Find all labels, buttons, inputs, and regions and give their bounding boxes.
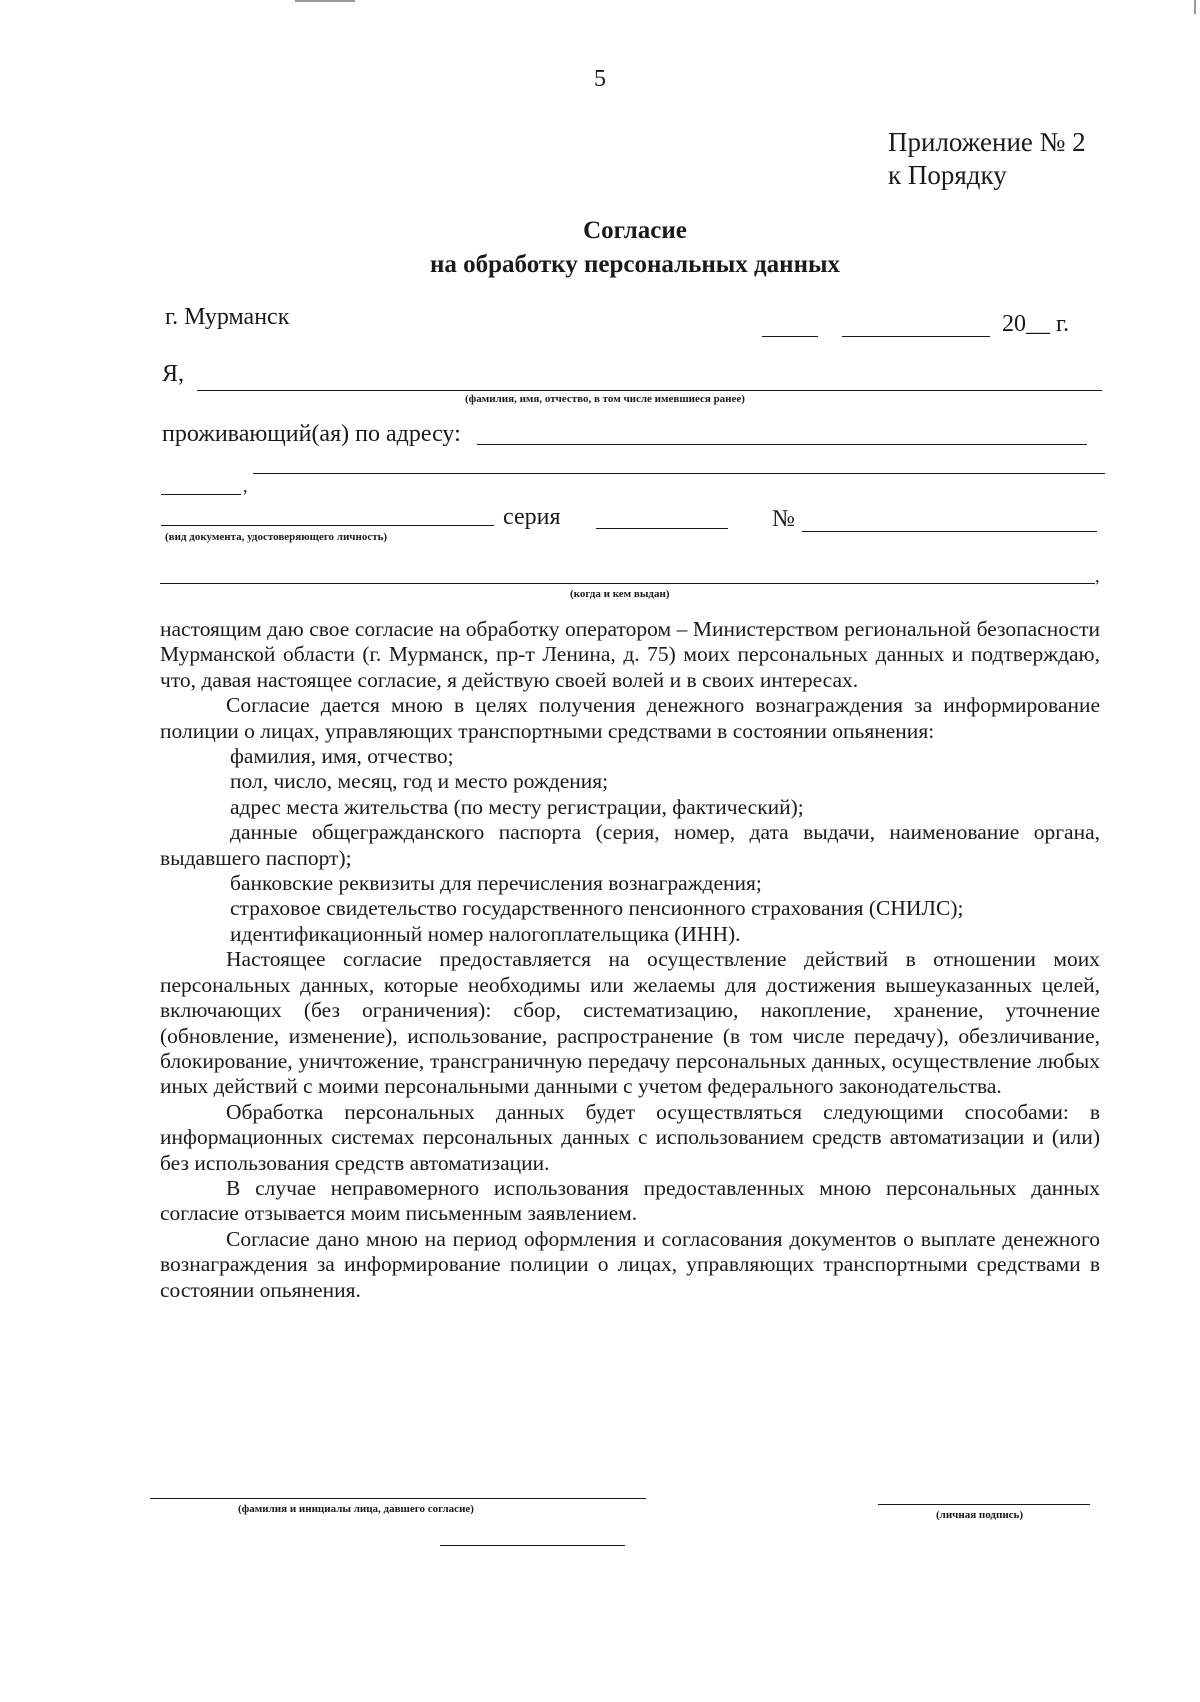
date-signature-line[interactable] xyxy=(440,1545,625,1546)
intro-paragraph: настоящим даю свое согласие на обработку оператором – Министерством региональной безопасности Мурманской области (г. Мурманск, пр-т Ленина, д. 75) моих персональных данных и подтверждаю, что, давая настоящее согласие, я действую своей волей и в своих интересах. xyxy=(160,617,1100,692)
appendix-line-2: к Порядку xyxy=(888,160,1007,190)
signature-line[interactable] xyxy=(878,1504,1090,1505)
issued-comma: , xyxy=(1095,566,1100,586)
date-year-label: 20__ г. xyxy=(1002,311,1070,337)
signature-caption: (личная подпись) xyxy=(936,1509,1024,1521)
list-item: страховое свидетельство государственного пенсионного страхования (СНИЛС); xyxy=(230,896,964,921)
issued-by-line[interactable] xyxy=(160,583,1095,584)
date-day-line[interactable] xyxy=(762,336,818,337)
number-label: № xyxy=(772,506,795,532)
date-month-line[interactable] xyxy=(842,336,990,337)
issued-by-caption: (когда и кем выдан) xyxy=(570,588,670,600)
scan-artifact-top xyxy=(295,0,355,2)
appendix-label xyxy=(888,126,1086,192)
scan-artifact-right xyxy=(1194,0,1196,14)
document-title: Согласие xyxy=(583,217,687,244)
list-item: данные общегражданского паспорта (серия, номер, дата выдачи, наименование органа, выдавшего паспорт); xyxy=(160,820,1100,870)
consent-body xyxy=(160,617,1100,1303)
methods-paragraph: Обработка персональных данных будет осуществляться следующими способами: в информационных системах персональных данных с использованием средств автоматизации и (или) без использования средств автоматизации. xyxy=(160,1099,1100,1175)
address-comma: , xyxy=(243,476,248,496)
signer-name-caption: (фамилия и инициалы лица, давшего согласие) xyxy=(238,1503,474,1515)
appendix-line-1: Приложение № 2 xyxy=(888,127,1086,157)
actions-paragraph: Настоящее согласие предоставляется на осуществление действий в отношении моих персональных данных, которые необходимы или желаемы для достижения вышеуказанных целей, включающих (без ограничения): сбор, систематизацию, накопление, хранение, уточнение (обновление, изменение), использование, распространение (в том числе передачу), обезличивание, блокирование, уничтожение, трансграничную передачу персональных данных, осуществление любых иных действий с моими персональными данными с учетом федерального законодательства. xyxy=(160,947,1100,1099)
document-number-line[interactable] xyxy=(802,531,1097,532)
list-item: пол, число, месяц, год и место рождения; xyxy=(230,769,609,794)
purpose-paragraph: Согласие дается мною в целях получения денежного вознаграждения за информирование полиции о лицах, управляющих транспортными средствами в состоянии опьянения: xyxy=(160,693,1100,743)
document-type-line[interactable] xyxy=(161,525,494,526)
list-item: адрес места жительства (по месту регистрации, фактический); xyxy=(230,794,804,819)
revocation-paragraph: В случае неправомерного использования предоставленных мною персональных данных согласие отзывается моим письменным заявлением. xyxy=(160,1175,1100,1226)
address-line-1[interactable] xyxy=(477,444,1087,445)
address-label: проживающий(ая) по адресу: xyxy=(162,421,461,447)
series-label: серия xyxy=(503,504,561,530)
list-item: банковские реквизиты для перечисления вознаграждения; xyxy=(230,871,762,896)
document-series-line[interactable] xyxy=(596,528,728,529)
period-paragraph: Согласие дано мною на период оформления и согласования документов о выплате денежного вознаграждения за информирование полиции о лицах, управляющих транспортными средствами в состоянии опьянения. xyxy=(160,1226,1100,1302)
city-label: г. Мурманск xyxy=(165,304,290,330)
list-item: фамилия, имя, отчество; xyxy=(230,744,454,769)
full-name-caption: (фамилия, имя, отчество, в том числе имевшиеся ранее) xyxy=(465,393,745,405)
document-subtitle: на обработку персональных данных xyxy=(430,251,840,278)
full-name-line[interactable] xyxy=(197,390,1102,391)
signer-name-line[interactable] xyxy=(150,1498,646,1499)
address-line-3[interactable] xyxy=(161,494,241,495)
address-line-2[interactable] xyxy=(253,473,1105,474)
list-item: идентификационный номер налогоплательщика (ИНН). xyxy=(230,921,741,946)
page-number: 5 xyxy=(594,66,606,92)
ya-label: Я, xyxy=(162,361,185,387)
document-type-caption: (вид документа, удостоверяющего личность) xyxy=(165,531,388,543)
